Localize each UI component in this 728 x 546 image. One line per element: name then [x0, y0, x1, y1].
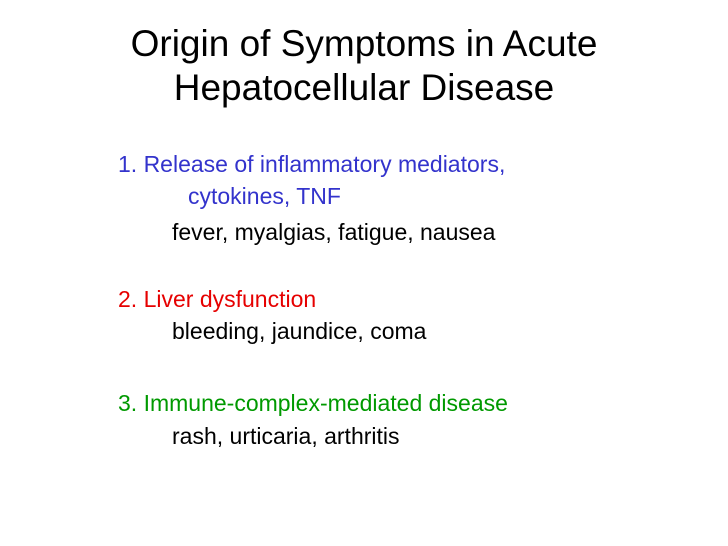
- item-3-heading: 3. Immune-complex-mediated disease: [118, 390, 508, 416]
- item-2-heading: 2. Liver dysfunction: [118, 286, 317, 312]
- item-2-detail: bleeding, jaundice, coma: [172, 318, 427, 344]
- item-1-heading-continued: cytokines, TNF: [188, 183, 341, 209]
- item-1-heading: 1. Release of inflammatory mediators,: [118, 151, 506, 177]
- item-1-detail: fever, myalgias, fatigue, nausea: [172, 219, 496, 245]
- item-3-detail: rash, urticaria, arthritis: [172, 423, 400, 449]
- title-line-2: Hepatocellular Disease: [173, 67, 555, 108]
- title-line-1: Origin of Symptoms in Acute: [130, 23, 598, 64]
- slide-title: [0, 22, 728, 110]
